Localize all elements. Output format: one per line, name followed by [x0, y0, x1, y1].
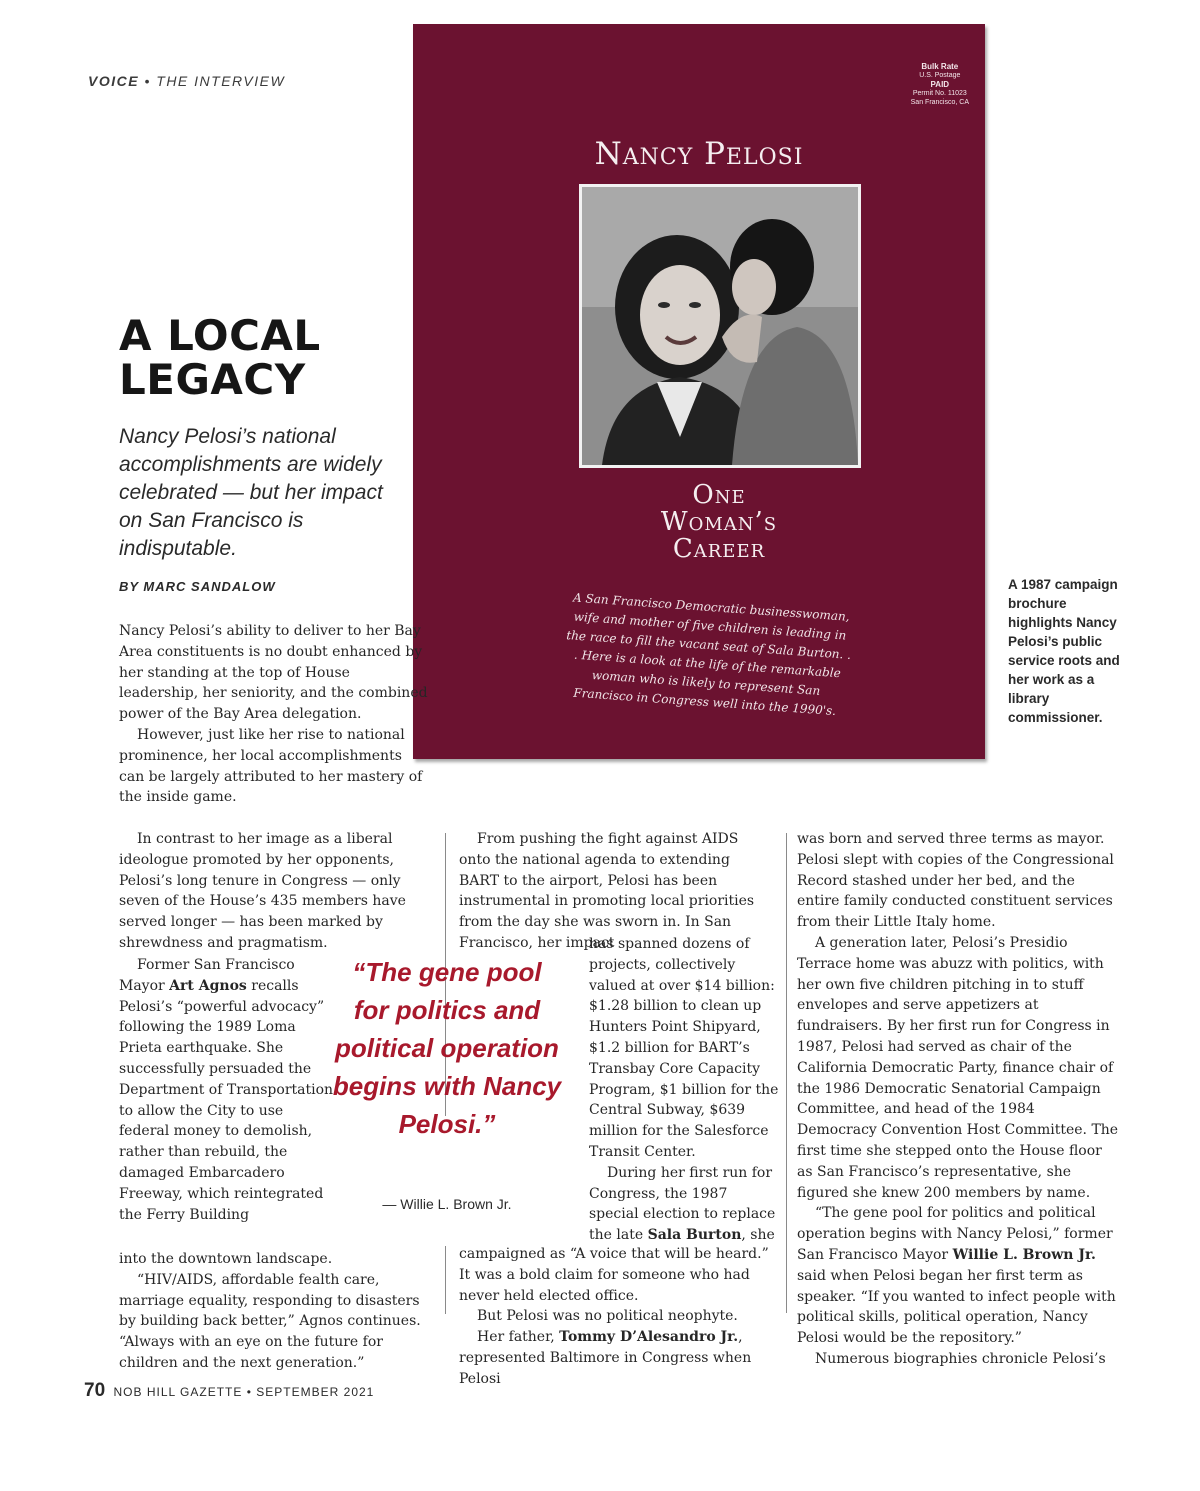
brochure-image: [413, 24, 985, 759]
brochure-name: Nancy Pelosi: [594, 136, 804, 172]
brochure-description: A San Francisco Democratic businesswoman, wife and mother of five children is leading in the race to fill the vacant seat of Sala Burton. . . Here is a look at the life of the remarkable woman who is likely to represent San Francisco in Congress well into the 1990's.: [565, 590, 852, 719]
page-footer: [84, 1380, 374, 1402]
paragraph-continuation: was born and served three terms as mayor. Pelosi slept with copies of the Congressional Record stashed under her bed, and the entire family conducted constituent services from their Little Italy home.: [797, 831, 1114, 931]
column-1-bottom: [119, 1249, 424, 1374]
column-1-mid: [119, 829, 431, 954]
paragraph: Numerous biographies chronicle Pelosi’s: [815, 1350, 1106, 1367]
paragraph: But Pelosi was no political neophyte.: [477, 1308, 738, 1325]
paragraph-continuation: into the downtown landscape.: [119, 1251, 333, 1267]
section-subname: THE INTERVIEW: [156, 73, 286, 89]
subtitle-line: One: [692, 480, 746, 510]
postage-line: U.S. Postage: [919, 72, 961, 79]
postage-line: PAID: [930, 80, 950, 89]
paragraph: [459, 1327, 779, 1389]
byline: BY MARC SANDALOW: [119, 579, 276, 594]
brochure-photo: [579, 184, 861, 468]
section-separator: •: [144, 73, 151, 89]
issue-date: SEPTEMBER 2021: [256, 1385, 375, 1399]
dek: Nancy Pelosi’s national accomplishments are widely celebrated — but her impact on San Francisco is indisputable.: [119, 425, 383, 560]
paragraph: “HIV/AIDS, affordable fealth care, marriage equality, responding to disasters by building back better,” Agnos continues. “Always with an eye on the future for children and the next generation.”: [119, 1271, 421, 1371]
subtitle-line: Career: [672, 534, 766, 564]
text: recalls Pelosi’s “powerful advocacy” following the 1989 Loma Prieta earthquake. She successfully persuaded the Department of Transportation to allow the City to use federal money to demolish, rather than rebuild, the damaged Embarcadero Freeway, which reintegrated the Ferry Building: [119, 977, 334, 1223]
page-number: 70: [84, 1380, 106, 1401]
column-2-bottom: [459, 1244, 779, 1390]
pull-quote-attribution: — Willie L. Brown Jr.: [382, 1196, 512, 1212]
text: said when Pelosi began her first term as speaker. “If you wanted to infect people with political skills, political operation, Nancy Pelosi would be the repository.”: [797, 1267, 1116, 1347]
postage-line: Bulk Rate: [921, 62, 959, 71]
name-bold: Tommy D’Alesandro Jr.: [559, 1329, 739, 1346]
paragraph-continuation: has spanned dozens of projects, collectively valued at over $14 billion: $1.28 billion to clean up Hunters Point Shipyard, $1.2 billion for BART’s Transbay Core Capacity Program, $1 billion for the Central Subway, $639 million for the Salesforce Transit Center.: [589, 936, 779, 1160]
paragraph: From pushing the fight against AIDS onto the national agenda to extending BART to the airport, Pelosi has been instrumental in promoting local priorities from the day she was sworn in. In San Francisco, her impact: [459, 831, 755, 951]
column-divider: [445, 1246, 446, 1314]
section-label: [88, 73, 285, 89]
postage-line: San Francisco, CA: [910, 99, 969, 106]
photo-caption: A 1987 campaign brochure highlights Nancy Pelosi’s public service roots and her work as a library commissioner.: [1008, 577, 1120, 725]
photo-illustration: [582, 187, 858, 465]
headline: A LOCAL LEGACY: [119, 311, 321, 404]
paragraph-continuation: campaigned as “A voice that will be heard.” It was a bold claim for someone who had never held elected office.: [459, 1246, 769, 1304]
name-bold: Sala Burton: [647, 1227, 742, 1244]
column-1-top: [119, 621, 431, 808]
paragraph: However, just like her rise to national prominence, her local accomplishments can be largely attributed to her mastery of the inside game.: [119, 726, 423, 806]
paragraph: [589, 1163, 779, 1246]
text: “The gene pool for politics and political operation begins with Nancy Pelosi,” former San Francisco Mayor: [797, 1205, 1113, 1263]
paragraph: Nancy Pelosi’s ability to deliver to her Bay Area constituents is no doubt enhanced by her standing at the top of House leadership, her seniority, and the combined power of the Bay Area delegation.: [119, 623, 428, 723]
paragraph: A generation later, Pelosi’s Presidio Terrace home was abuzz with politics, with her own five children pitching in to stuff envelopes and serve appetizers at fundraisers. By her first run for Congress in 1987, Pelosi had served as chair of the California Democratic Party, finance chair of the 1986 Democratic Senatorial Campaign Committee, and head of the 1984 Democracy Convention Host Committee. The first time she stepped onto the House floor as San Francisco’s representative, she figured she knew 200 members by name.: [797, 934, 1119, 1201]
column-1-narrow: [119, 955, 337, 1225]
subtitle-line: Woman’s: [660, 507, 778, 537]
brochure-subtitle: [533, 482, 905, 563]
column-2-narrow: [589, 934, 779, 1246]
name-bold: Art Agnos: [169, 977, 247, 994]
text: During her first run for Congress, the 1987 special election to replace the late: [589, 1164, 776, 1244]
postage-indicia: [911, 62, 969, 107]
text: Her father,: [477, 1329, 560, 1346]
paragraph: [119, 955, 337, 1225]
name-bold: Willie L. Brown Jr.: [952, 1246, 1096, 1263]
paragraph: In contrast to her image as a liberal ideologue promoted by her opponents, Pelosi’s long tenure in Congress — only seven of the House’s 435 members have served longer — has been marked by shrewdness and pragmatism.: [119, 831, 406, 951]
text: Former San Francisco Mayor: [119, 957, 295, 994]
publication-name: NOB HILL GAZETTE: [113, 1385, 243, 1399]
text: , she: [741, 1227, 775, 1244]
text: , represented Baltimore in Congress when Pelosi: [459, 1329, 752, 1387]
pull-quote: “The gene pool for politics and political operation begins with Nancy Pelosi.”: [332, 957, 562, 1139]
section-name: VOICE: [88, 73, 140, 89]
paragraph: [797, 1203, 1119, 1349]
footer-separator: •: [246, 1385, 252, 1399]
column-divider: [786, 833, 787, 1313]
postage-line: Permit No. 11023: [912, 90, 967, 97]
column-3: [797, 829, 1119, 1370]
